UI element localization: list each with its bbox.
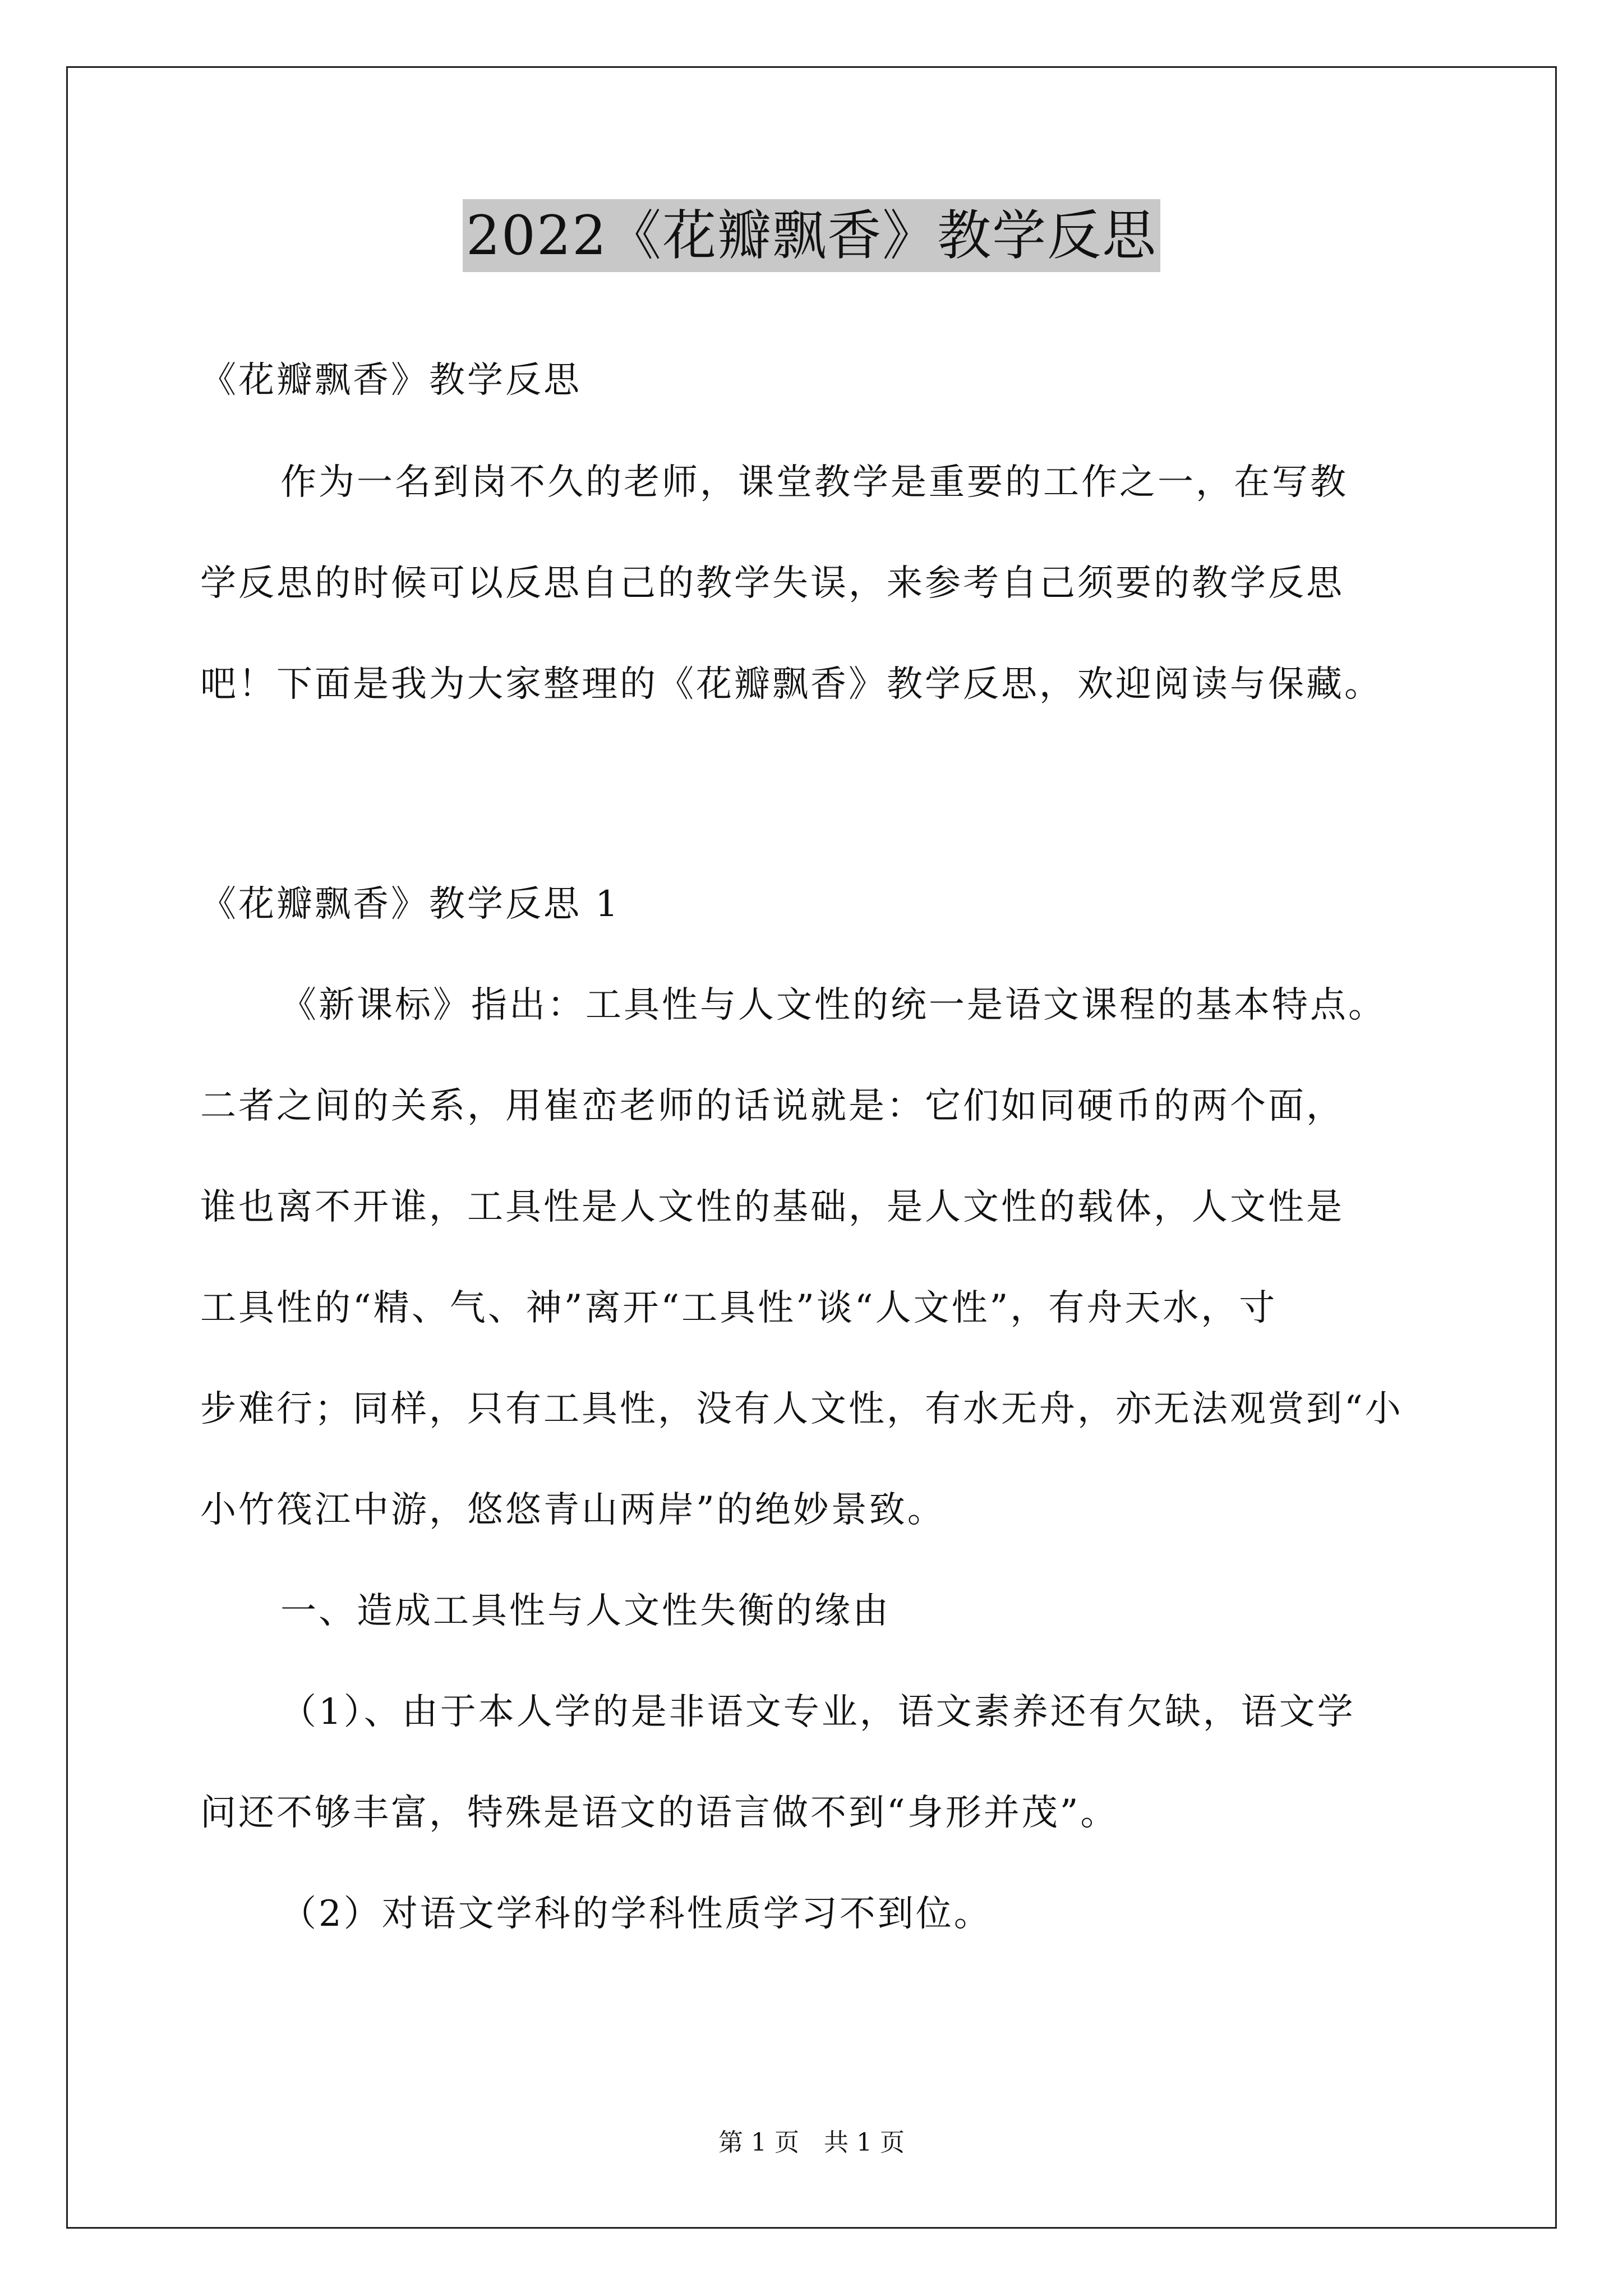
point1-line-1: （1）、由于本人学的是非语文专业，语文素养还有欠缺，语文学 [280, 1691, 1355, 1733]
body-line-3: 谁也离不开谁，工具性是人文性的基础，是人文性的载体，人文性是 [200, 1186, 1344, 1228]
body-line-5: 步难行；同样，只有工具性，没有人文性，有水无舟，亦无法观赏到“小 [200, 1388, 1403, 1430]
body-line-2: 二者之间的关系，用崔峦老师的话说就是：它们如同硬币的两个面， [200, 1085, 1344, 1127]
point-heading: 一、造成工具性与人文性失衡的缘由 [280, 1590, 891, 1632]
title-wrap [0, 199, 1623, 272]
intro-line-1: 作为一名到岗不久的老师，课堂教学是重要的工作之一，在写教 [280, 462, 1348, 503]
point1-line-2: 问还不够丰富，特殊是语文的语言做不到“身形并茂”。 [200, 1792, 1119, 1834]
intro-line-2: 学反思的时候可以反思自己的教学失误，来参考自己须要的教学反思 [200, 563, 1344, 604]
body-line-4: 工具性的“精、气、神”离开“工具性”谈“人文性”，有舟天水，寸 [200, 1287, 1278, 1329]
body-line-1: 《新课标》指出：工具性与人文性的统一是语文课程的基本特点。 [280, 984, 1386, 1026]
intro-line-3: 吧！下面是我为大家整理的《花瓣飘香》教学反思，欢迎阅读与保藏。 [200, 664, 1382, 705]
document-title: 2022《花瓣飘香》教学反思 [463, 199, 1160, 272]
page-footer: 第 1 页 共 1 页 [718, 2128, 905, 2157]
section-heading: 《花瓣飘香》教学反思 1 [200, 884, 621, 925]
document-subtitle: 《花瓣飘香》教学反思 [200, 360, 582, 401]
body-line-6: 小竹筏江中游，悠悠青山两岸”的绝妙景致。 [200, 1489, 946, 1531]
point2-line: （2）对语文学科的学科性质学习不到位。 [280, 1893, 992, 1935]
